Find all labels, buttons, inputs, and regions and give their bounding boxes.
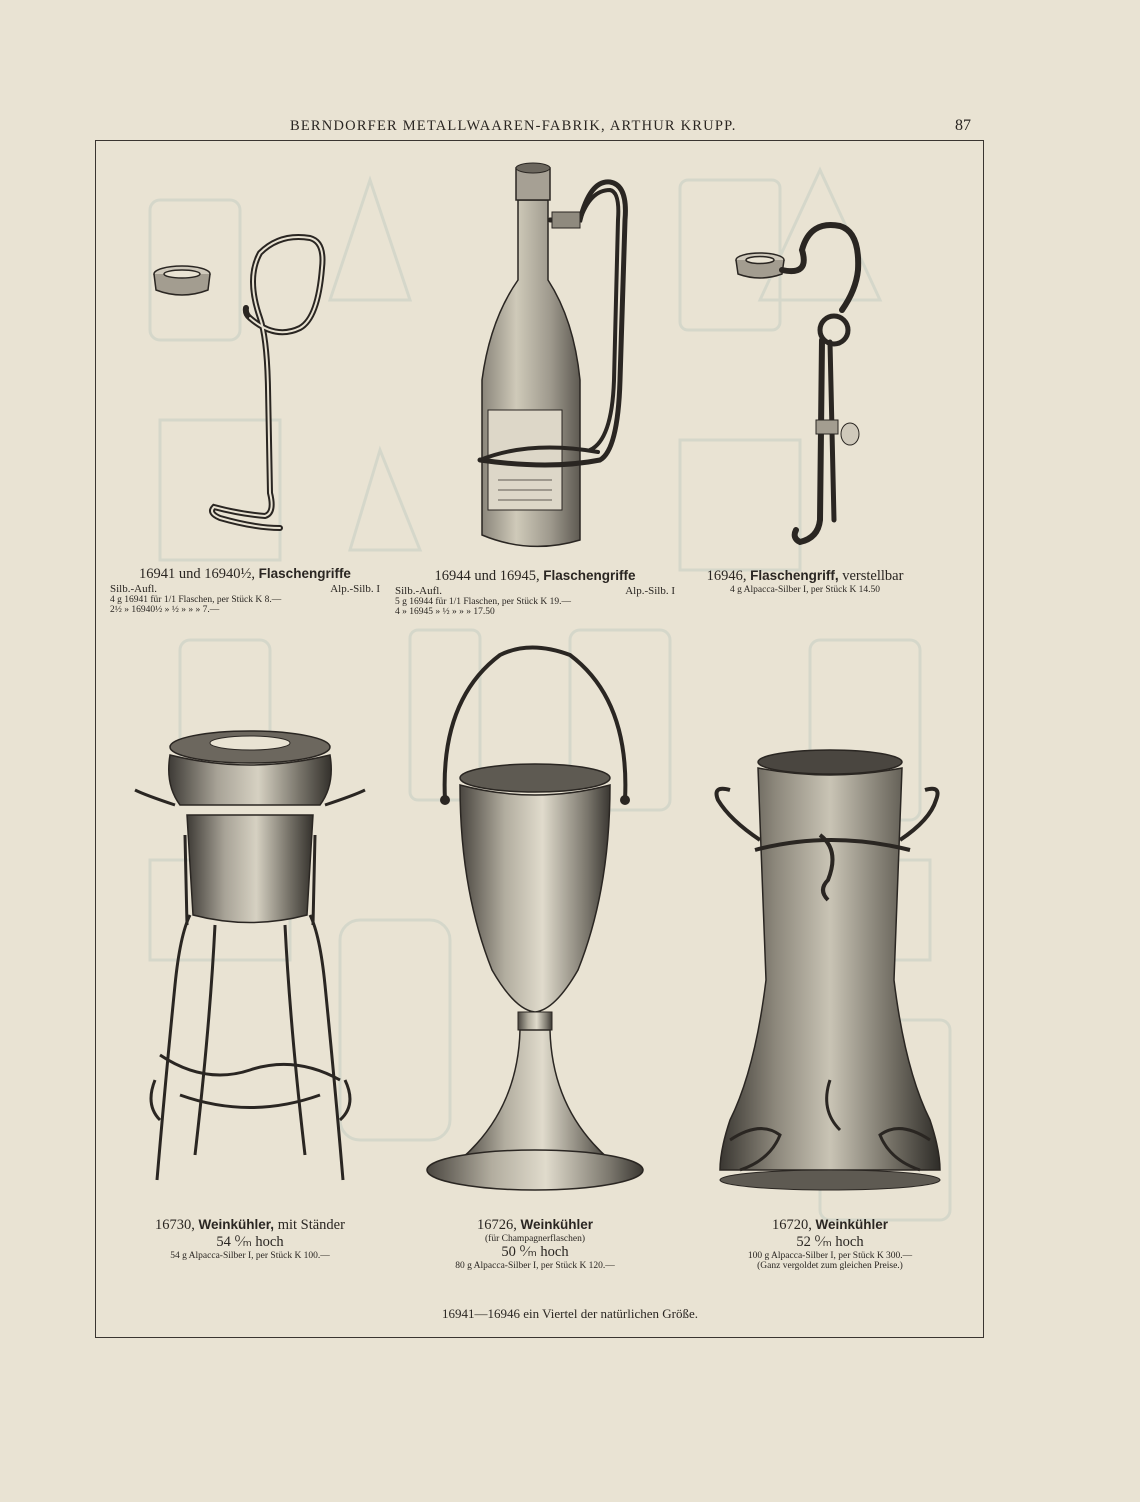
price-line: 100 g Alpacca-Silber I, per Stück K 300.— — [747, 1251, 913, 1261]
bottle-with-handle-16944-illustration — [470, 160, 650, 560]
item-height: 50 ⁰⁄ₘ hoch — [501, 1244, 569, 1260]
item-name: Weinkühler — [815, 1217, 889, 1232]
header-title: BERNDORFER METALLWAAREN-FABRIK, ARTHUR KRUPP. — [290, 118, 737, 134]
left-label: Silb.-Aufl. — [395, 585, 443, 597]
item-number: 16946, — [706, 568, 747, 584]
caption-16730 — [120, 1217, 380, 1261]
item-name: Weinkühler, — [198, 1217, 275, 1232]
left-label: Silb.-Aufl. — [110, 583, 158, 595]
item-name: Flaschengriffe — [258, 566, 351, 581]
item-name: Weinkühler — [520, 1217, 594, 1232]
caption-16726 — [405, 1217, 665, 1271]
wine-cooler-16730-illustration — [125, 725, 375, 1195]
caption-16720 — [700, 1217, 960, 1271]
item-number: 16730, — [155, 1217, 195, 1233]
item-name: Flaschengriffe — [543, 568, 636, 583]
item-height: 52 ⁰⁄ₘ hoch — [796, 1234, 864, 1250]
adjustable-bottle-handle-16946-illustration — [730, 220, 890, 560]
item-number: 16941 und 16940½, — [139, 566, 256, 582]
caption-16944 — [395, 568, 675, 617]
right-label: Alp.-Silb. I — [625, 585, 675, 597]
champagne-cooler-16726-illustration — [420, 640, 650, 1210]
item-name: Flaschengriff, — [750, 568, 839, 583]
item-number: 16720, — [771, 1217, 812, 1233]
footer-note: 16941—16946 ein Viertel der natürlichen Größe. — [441, 1306, 699, 1321]
item-suffix: mit Ständer — [277, 1217, 345, 1233]
wine-cooler-16720-illustration — [700, 740, 950, 1200]
price-line: 5 g 16944 für 1/1 Flaschen, per Stück K 19.— — [395, 597, 571, 607]
right-label: Alp.-Silb. I — [330, 583, 380, 595]
item-suffix: verstellbar — [842, 568, 904, 584]
price-line: 4 g Alpacca-Silber I, per Stück K 14.50 — [729, 585, 881, 595]
price-line: 4 g 16941 für 1/1 Flaschen, per Stück K 8.— — [110, 595, 282, 605]
caption-16941 — [110, 566, 380, 615]
item-number: 16944 und 16945, — [434, 568, 540, 584]
item-subtitle: (für Champagnerflaschen) — [485, 1234, 585, 1244]
bottle-handle-16941-illustration — [150, 228, 350, 548]
item-height: 54 ⁰⁄ₘ hoch — [216, 1234, 284, 1250]
price-line: 80 g Alpacca-Silber I, per Stück K 120.— — [455, 1261, 615, 1271]
price-line: 4 » 16945 » ½ » » » 17.50 — [395, 607, 495, 617]
price-line: 54 g Alpacca-Silber I, per Stück K 100.— — [170, 1251, 330, 1261]
page-number: 87 — [955, 117, 971, 134]
caption-16946 — [690, 568, 920, 595]
price-line: (Ganz vergoldet zum gleichen Preise.) — [757, 1261, 903, 1271]
page-header — [0, 118, 1140, 138]
price-line: 2½ » 16940½ » ½ » » » 7.— — [110, 605, 220, 615]
item-number: 16726, — [476, 1217, 517, 1233]
